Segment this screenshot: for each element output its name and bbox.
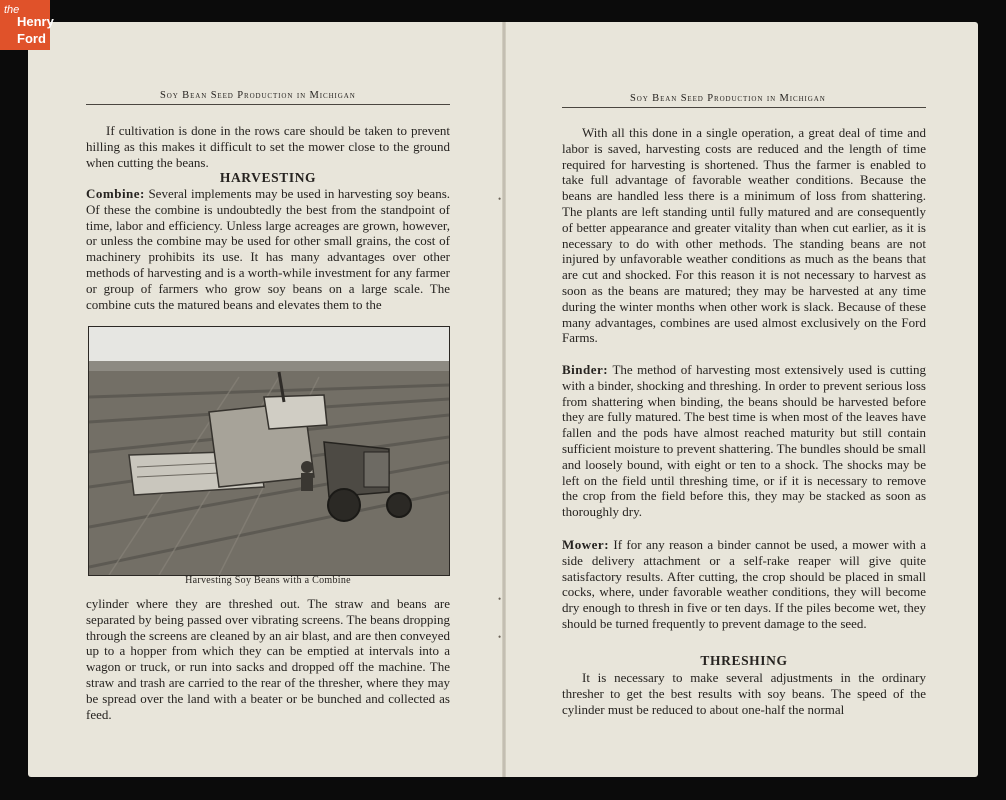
- right-running-head: Soy Bean Seed Production in Michigan: [630, 93, 826, 104]
- left-page: [28, 22, 504, 777]
- combine-harvest-photo: [88, 326, 450, 576]
- binder-text: The method of harvesting most extensively used is cutting with a binder, shocking and threshing. In order to prevent serious loss from shattering when binding, the beans should be harvested before they are fully matured. The best time is when most of the leaves have fallen and the pods have almost reached maturity but still contain sufficient moisture to prevent shattering. The bundles should be small and loosely bound, with eight or ten to a shock. The shocks may be left on the field until threshing time, or if it is necessary to remove the crop from the field before this, they may be stacked as soon as thoroughly dry.: [562, 362, 927, 520]
- book-spread: [28, 22, 978, 777]
- photo-caption: Harvesting Soy Beans with a Combine: [185, 575, 351, 586]
- mower-label: Mower:: [562, 537, 610, 552]
- combine-continuation-paragraph: cylinder where they are threshed out. The straw and beans are separated by being passed over vibrating screens. The beans dropping through the screens are cleaned by an air blast, and are then conveyed up to a hopper from which they can be emptied at intervals into a wagon or truck, or run into sacks and dropped off the machine. The straw and trash are carried to the rear of the thresher, where they may be spread over the land with a beater or be bunched and collected as feed.: [86, 596, 450, 722]
- threshing-paragraph: It is necessary to make several adjustments in the ordinary thresher to get the best results with soy beans. The speed of the cylinder must be reduced to about one-half the normal: [562, 670, 926, 717]
- single-operation-paragraph: With all this done in a single operation, a great deal of time and labor is saved, harvesting costs are reduced and the length of time required for harvesting is shortened. Thus the farmer is enabled to take full advantage of favorable weather conditions. Because the beans are handled less there is a minimum of loss from shattering. The plants are left standing until fully matured and are consequently of better appearance and greater vitality than when cut earlier, as it is necessary to do with other methods. The standing beans are not injured by unfavorable weather conditions as much as the beans that are cut and shocked. For this reason it is not necessary to harvest as soon as the beans are matured; they may be harvested at any time during the winter months when other work is slack. Because of these many advantages, combines are used almost exclusively on the Ford Farms.: [562, 125, 926, 346]
- combine-illustration: [89, 327, 449, 575]
- binder-paragraph: [562, 362, 926, 520]
- binder-label: Binder:: [562, 362, 609, 377]
- mower-text: If for any reason a binder cannot be used, a mower with a side delivery attachment or a self-rake reaper will give quite satisfactory results. After cutting, the crop should be placed in small cocks, where, under favorable weather conditions, they will become dry enough to thresh in five or ten days. If the piles become wet, they should be turned frequently to prevent damage to the seed.: [562, 537, 927, 631]
- gutter-mark: •: [498, 594, 502, 604]
- left-running-head: Soy Bean Seed Production in Michigan: [160, 90, 356, 101]
- combine-label: Combine:: [86, 186, 145, 201]
- left-intro-paragraph: If cultivation is done in the rows care should be taken to prevent hilling as this makes it difficult to set the mower close to the ground when cutting the beans.: [86, 123, 450, 170]
- mower-paragraph: [562, 537, 926, 632]
- right-page: [504, 22, 978, 777]
- left-header-rule: [86, 104, 450, 105]
- combine-paragraph: [86, 186, 450, 312]
- threshing-heading: THRESHING: [700, 653, 788, 668]
- harvesting-heading: HARVESTING: [219, 170, 317, 185]
- right-header-rule: [562, 107, 926, 108]
- henry-ford-logo: the Henry Ford: [0, 0, 50, 50]
- gutter-mark: •: [498, 194, 502, 204]
- gutter-mark: •: [498, 632, 502, 642]
- combine-text: Several implements may be used in harvesting soy beans. Of these the combine is undoubtedly the best from the standpoint of time, labor and efficiency. Unless large acreages are grown, however, or unless the combine may be used for other small grains, the cost of machinery prohibits its use. It has many advantages over other methods of harvesting and is a worth-while investment for any farmer or group of farmers who grow soy beans on a large scale. The combine cuts the matured beans and elevates them to the: [86, 186, 451, 312]
